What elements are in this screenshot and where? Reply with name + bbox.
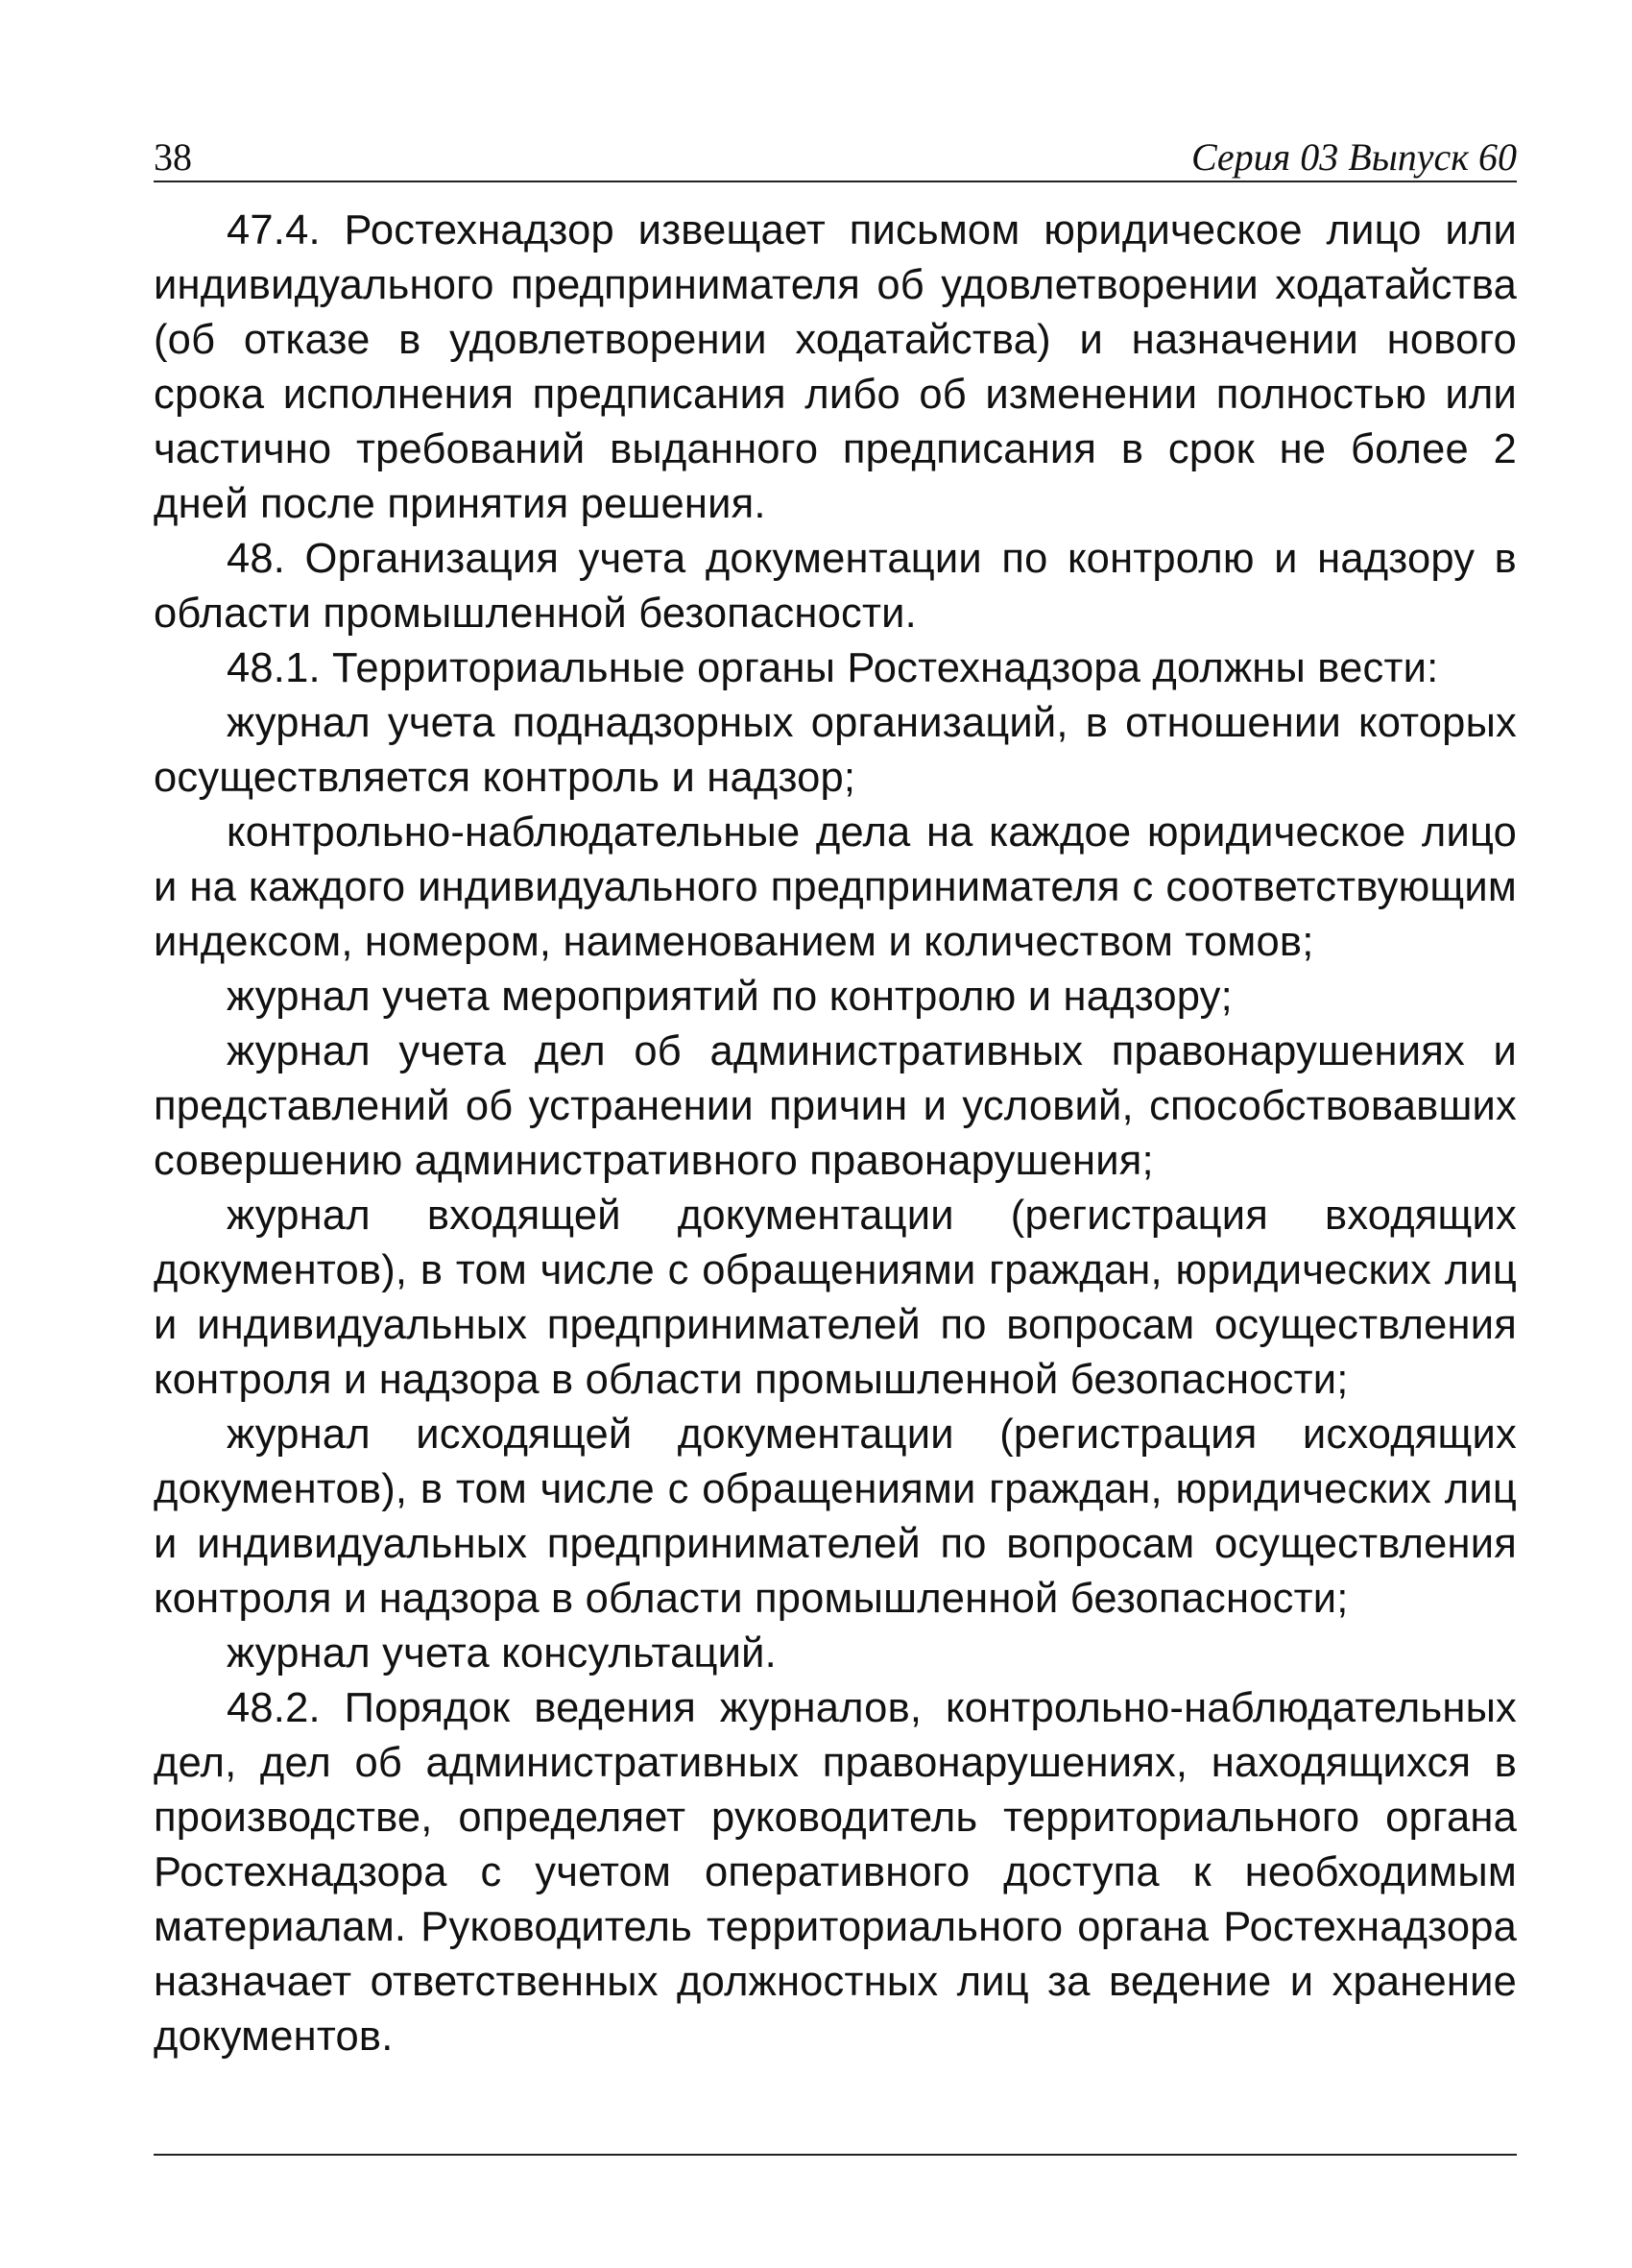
list-item-journal-consultations: журнал учета консультаций. <box>227 1630 777 1677</box>
list-item-journal-events: журнал учета мероприятий по контролю и надзору; <box>227 974 1233 1020</box>
paragraph-48-2: 48.2. Порядок ведения журналов, контрольно-наблюдательных дел, дел об административных правонарушениях, находящихся в производстве, определяет руководитель территориального органа Ростехнадзора с учетом оперативного доступа к необходимым материалам. Руководитель территориального органа Ростехнадзора назначает ответственных должностных лиц за ведение и хранение документов. <box>154 1685 1517 2060</box>
list-item-control-files: контрольно-наблюдательные дела на каждое юридическое лицо и на каждого индивидуального предпринимателя с соответствующим индексом, номером, наименованием и количеством томов; <box>154 809 1517 965</box>
series-title: Серия 03 Выпуск 60 <box>1190 135 1517 179</box>
paragraph-48-1: 48.1. Территориальные органы Ростехнадзора должны вести: <box>227 645 1439 691</box>
page-header <box>154 134 1517 182</box>
list-item-journal-organizations: журнал учета поднадзорных организаций, в отношении которых осуществляется контроль и надзор; <box>154 700 1517 801</box>
list-item-journal-outgoing: журнал исходящей документации (регистрация исходящих документов), в том числе с обращениями граждан, юридических лиц и индивидуальных предпринимателей по вопросам осуществления контроля и надзора в области промышленной безопасности; <box>154 1411 1517 1622</box>
document-body <box>154 204 1517 2064</box>
paragraph-48: 48. Организация учета документации по контролю и надзору в области промышленной безопасности. <box>154 536 1517 637</box>
paragraph-47-4: 47.4. Ростехнадзор извещает письмом юридическое лицо или индивидуального предпринимателя об удовлетворении ходатайства (об отказе в удовлетворении ходатайства) и назначении нового срока исполнения предписания либо об изменении полностью или частично требований выданного предписания в срок не более 2 дней после принятия решения. <box>154 207 1517 527</box>
page-number: 38 <box>154 135 192 179</box>
list-item-journal-incoming: журнал входящей документации (регистрация входящих документов), в том числе с обращениями граждан, юридических лиц и индивидуальных предпринимателей по вопросам осуществления контроля и надзора в области промышленной безопасности; <box>154 1193 1517 1403</box>
list-item-journal-offences: журнал учета дел об административных правонарушениях и представлений об устранении причин и условий, способствовавших совершению административного правонарушения; <box>154 1028 1517 1184</box>
footer-divider <box>154 2154 1517 2156</box>
